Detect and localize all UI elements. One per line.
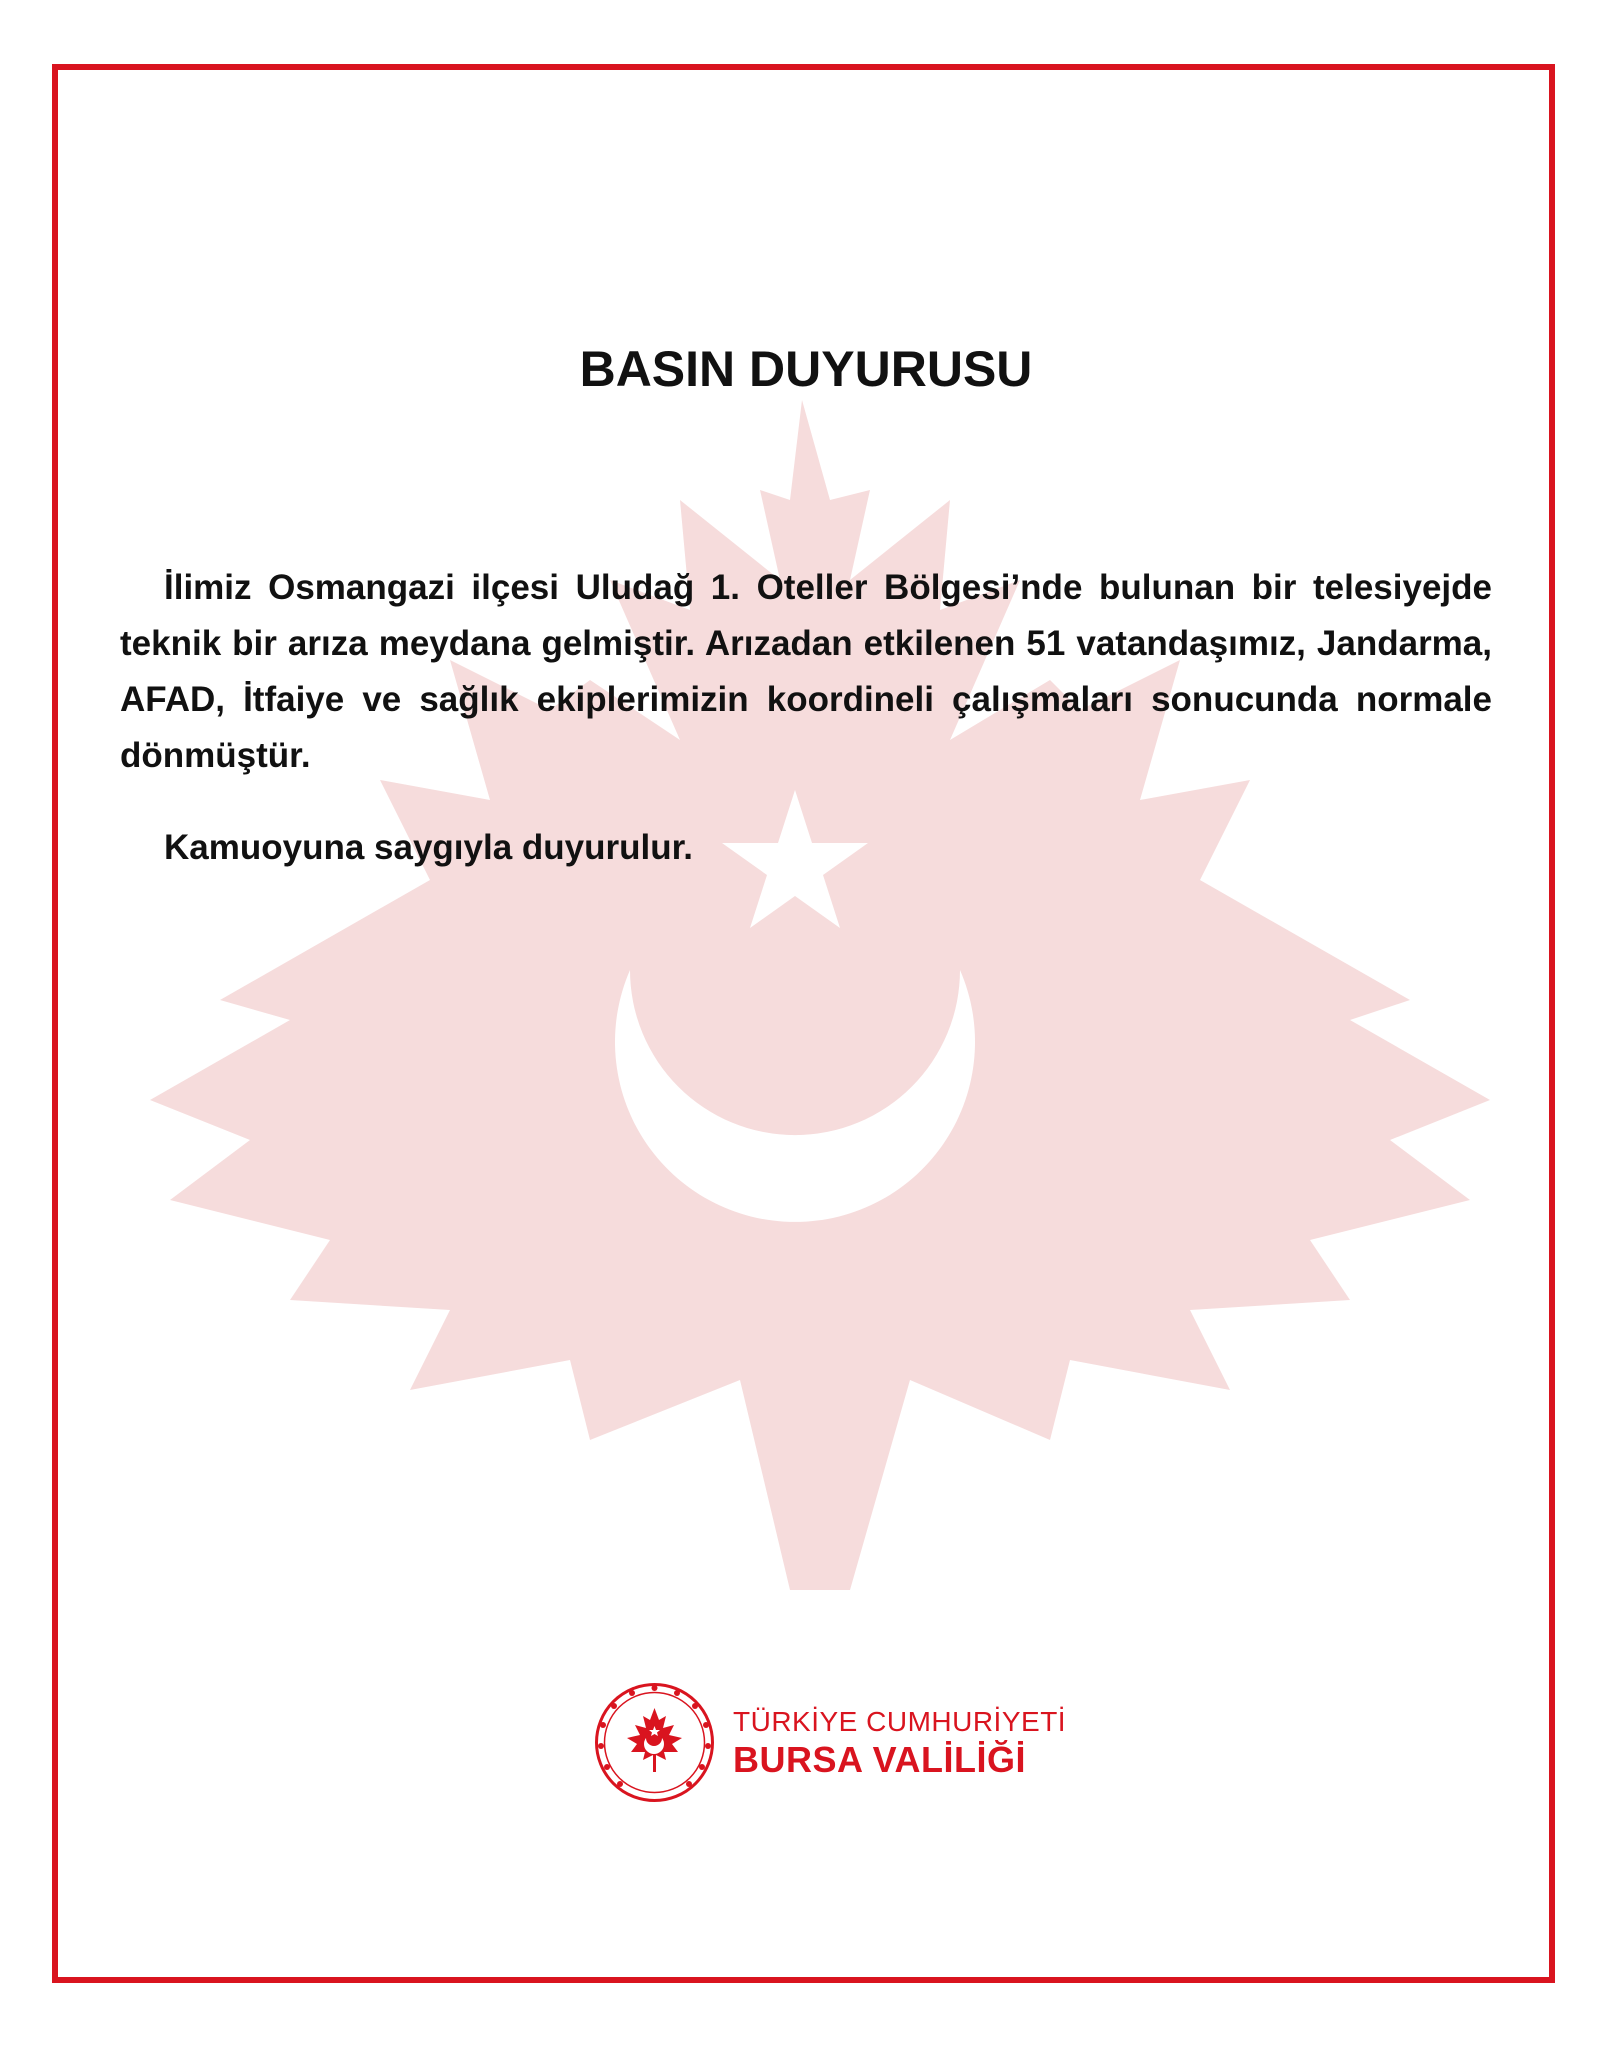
- logo-text: [733, 1705, 1066, 1781]
- page-title: BASIN DUYURUSU: [579, 341, 1033, 397]
- closing-line: Kamuoyuna saygıyla duyurulur.: [164, 828, 694, 867]
- logo-line-republic: TÜRKİYE CUMHURİYETİ: [733, 1705, 1067, 1737]
- bursa-valiligi-logo: [592, 1680, 1066, 1805]
- logo-line-governorship: BURSA VALİLİĞİ: [733, 1738, 1026, 1780]
- announcement-body: İlimiz Osmangazi ilçesi Uludağ 1. Oteller Bölgesi’nde bulunan bir telesiyejde teknik bir arıza meydana gelmiştir. Arızadan etkilenen 51 vatandaşımız, Jandarma, AFAD, İtfaiye ve sağlık ekiplerimizin koordineli çalışmaları sonucunda normale dönmüştür.: [120, 568, 1492, 775]
- valilik-emblem-icon: [592, 1680, 717, 1805]
